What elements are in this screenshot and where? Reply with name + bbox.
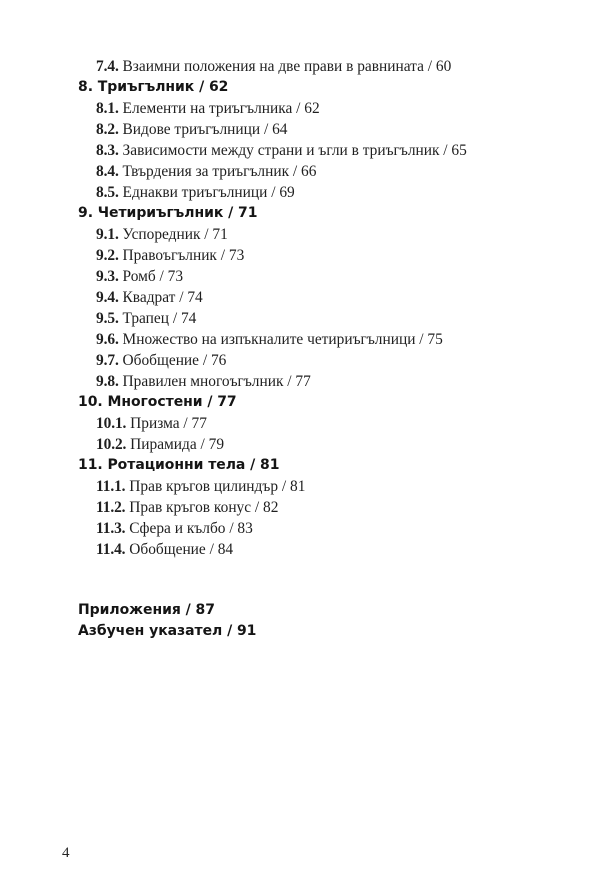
toc-entry-number: 9.7. [96, 352, 119, 369]
toc-entry-number: 8.3. [96, 142, 119, 159]
toc-back-matter-entry[interactable]: Азбучен указател / 91 [78, 623, 257, 639]
toc-entry[interactable] [0, 518, 600, 539]
table-of-contents [0, 56, 600, 642]
toc-entry-title: Правилен многоъгълник / 77 [122, 373, 311, 390]
toc-entry-number: 10.1. [96, 415, 127, 432]
toc-entry-number: 9.2. [96, 247, 119, 264]
toc-entry[interactable] [0, 350, 600, 371]
page-number: 4 [62, 845, 70, 861]
toc-entry-number: 8.1. [96, 100, 119, 117]
toc-entry-title: Ромб / 73 [122, 268, 184, 285]
toc-entry-number: 8.2. [96, 121, 119, 138]
toc-entry-number: 11.4. [96, 541, 126, 558]
toc-entry-number: 9.3. [96, 268, 119, 285]
toc-entry-title: Прав кръгов конус / 82 [129, 499, 279, 516]
toc-entry-number: 8.4. [96, 163, 119, 180]
toc-entry[interactable] [0, 476, 600, 497]
toc-entry-title: Призма / 77 [130, 415, 207, 432]
toc-entry[interactable] [0, 182, 600, 203]
toc-chapter-heading[interactable]: 11. Ротационни тела / 81 [78, 457, 280, 473]
toc-entry-number: 11.1. [96, 478, 126, 495]
toc-entry[interactable] [0, 161, 600, 182]
toc-entry[interactable] [0, 56, 600, 77]
toc-entry-title: Елементи на триъгълника / 62 [122, 100, 320, 117]
toc-entry-title: Трапец / 74 [122, 310, 197, 327]
toc-entry-number: 9.4. [96, 289, 119, 306]
toc-entry-number: 9.6. [96, 331, 119, 348]
toc-entry-title: Сфера и кълбо / 83 [129, 520, 253, 537]
toc-back-matter-entry[interactable]: Приложения / 87 [78, 602, 215, 618]
toc-entry-title: Правоъгълник / 73 [122, 247, 245, 264]
toc-entry-title: Зависимости между страни и ъгли в триъгълник / 65 [122, 142, 467, 159]
toc-entry-title: Твърдения за триъгълник / 66 [122, 163, 317, 180]
toc-entry[interactable] [0, 245, 600, 266]
toc-entry-number: 11.3. [96, 520, 126, 537]
toc-chapter-heading[interactable]: 10. Многостени / 77 [78, 394, 237, 410]
toc-entry-number: 8.5. [96, 184, 119, 201]
toc-entry[interactable] [0, 308, 600, 329]
toc-entry[interactable] [0, 287, 600, 308]
toc-entry[interactable] [0, 434, 600, 455]
toc-entry[interactable] [0, 98, 600, 119]
toc-entry-number: 9.8. [96, 373, 119, 390]
toc-chapter-heading[interactable]: 9. Четириъгълник / 71 [78, 205, 258, 221]
toc-entry-number: 9.5. [96, 310, 119, 327]
toc-entry-number: 10.2. [96, 436, 127, 453]
toc-entry-number: 11.2. [96, 499, 126, 516]
toc-entry[interactable] [0, 119, 600, 140]
toc-entry-title: Множество на изпъкналите четириъгълници / 75 [122, 331, 443, 348]
toc-entry-title: Видове триъгълници / 64 [122, 121, 288, 138]
toc-chapter-heading[interactable]: 8. Триъгълник / 62 [78, 79, 229, 95]
toc-entry-title: Успоредник / 71 [122, 226, 228, 243]
toc-entry-title: Прав кръгов цилиндър / 81 [129, 478, 306, 495]
toc-entry-title: Еднакви триъгълници / 69 [122, 184, 295, 201]
toc-entry[interactable] [0, 497, 600, 518]
toc-entry-title: Пирамида / 79 [130, 436, 225, 453]
toc-spacer [0, 560, 600, 600]
toc-entry-number: 7.4. [96, 58, 119, 75]
toc-entry[interactable] [0, 539, 600, 560]
toc-entry-title: Квадрат / 74 [122, 289, 203, 306]
toc-entry[interactable] [0, 329, 600, 350]
toc-entry-number: 9.1. [96, 226, 119, 243]
toc-entry[interactable] [0, 371, 600, 392]
toc-entry[interactable] [0, 413, 600, 434]
toc-entry[interactable] [0, 266, 600, 287]
toc-entry[interactable] [0, 224, 600, 245]
toc-entry[interactable] [0, 140, 600, 161]
toc-entry-title: Обобщение / 84 [129, 541, 234, 558]
toc-entry-title: Взаимни положения на две прави в равнината / 60 [122, 58, 452, 75]
toc-entry-title: Обобщение / 76 [122, 352, 227, 369]
